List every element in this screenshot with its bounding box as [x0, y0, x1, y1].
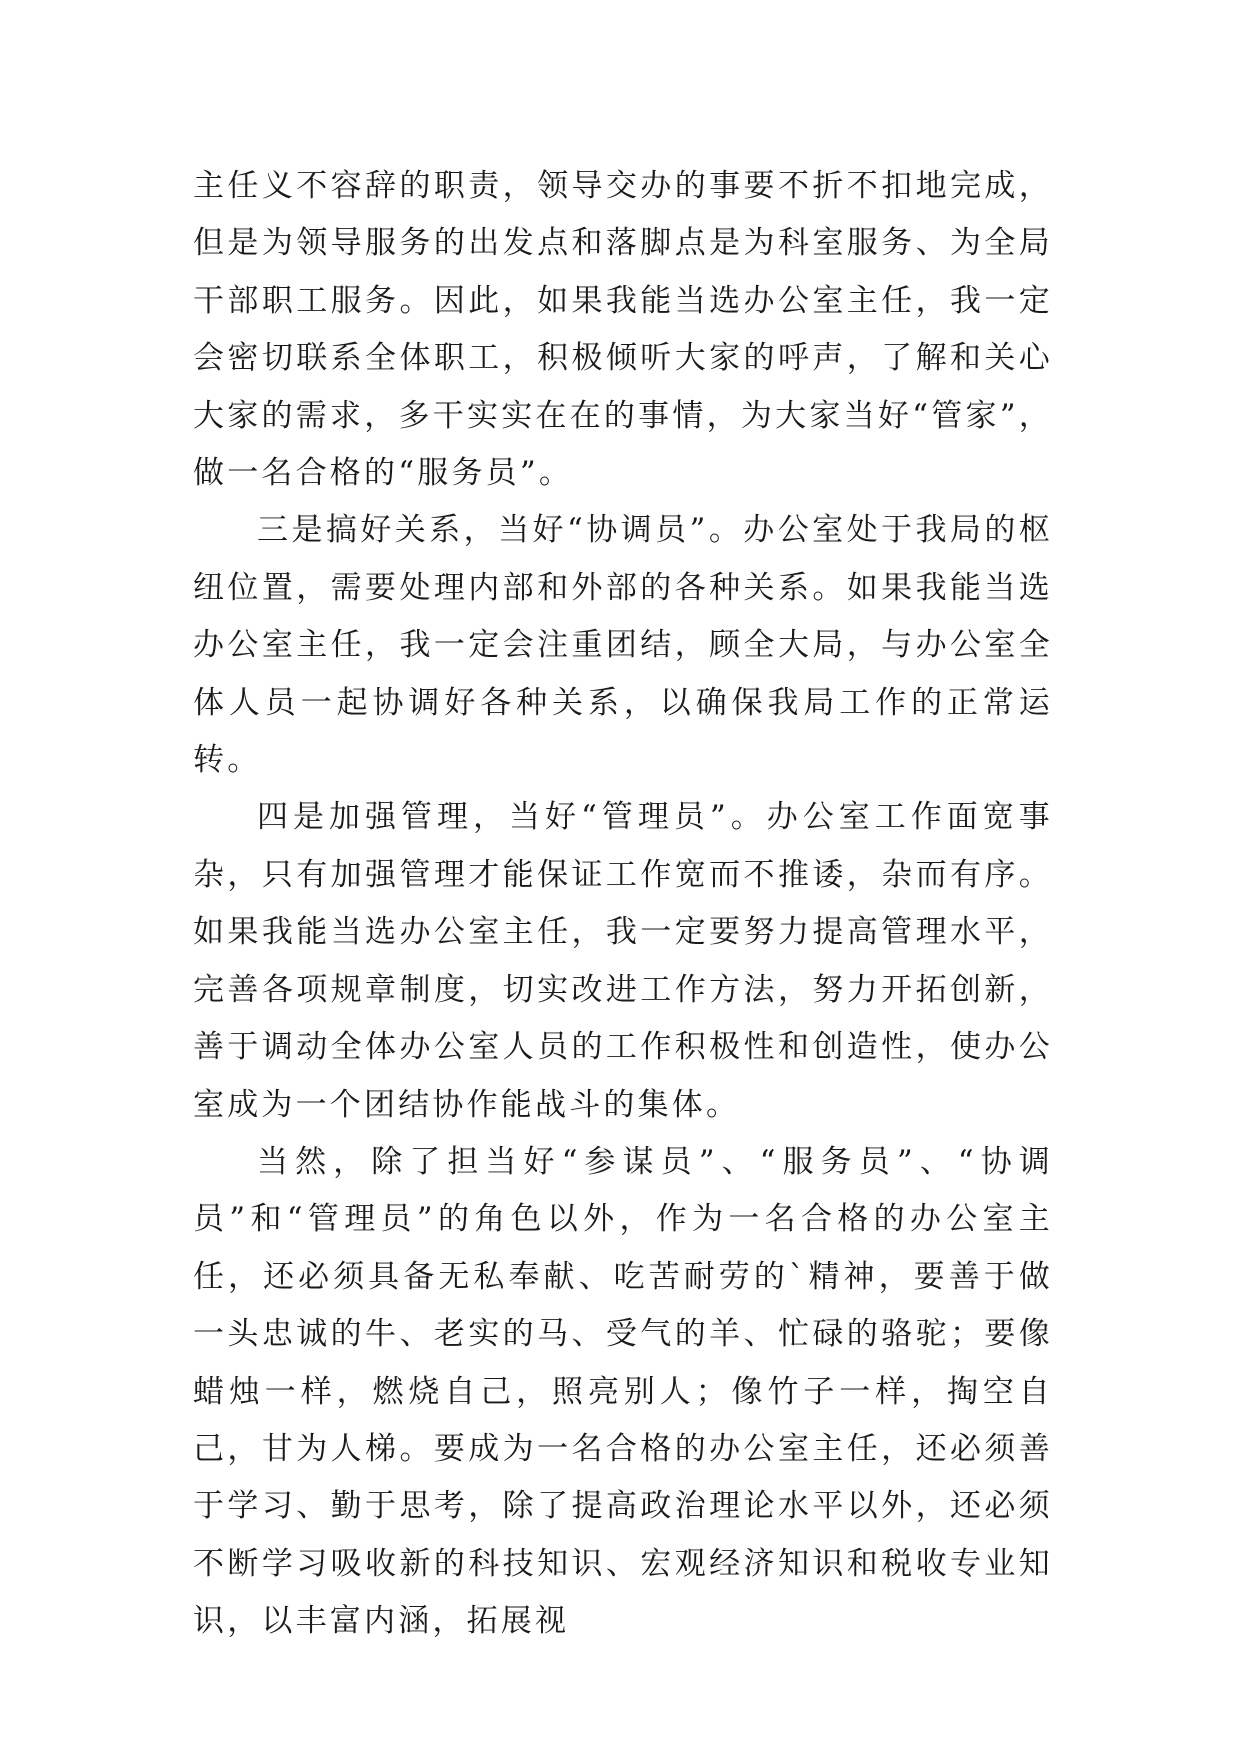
paragraph-conclusion: 当然，除了担当好“参谋员”、“服务员”、“协调员”和“管理员”的角色以外，作为一名合格的办公室主任，还必须具备无私奉献、吃苦耐劳的`精神，要善于做一头忠诚的牛、老实的马、受气的羊、忙碌的骆驼；要像蜡烛一样，燃烧自己，照亮别人；像竹子一样，掏空自己，甘为人梯。要成为一名合格的办公室主任，还必须善于学习、勤于思考，除了提高政治理论水平以外，还必须不断学习吸收新的科技知识、宏观经济知识和税收专业知识，以丰富内涵，拓展视 [193, 1143, 1053, 1640]
paragraph-continuation: 主任义不容辞的职责，领导交办的事要不折不扣地完成，但是为领导服务的出发点和落脚点是为科室服务、为全局干部职工服务。因此，如果我能当选办公室主任，我一定会密切联系全体职工，积极倾听大家的呼声，了解和关心大家的需求，多干实实在在的事情，为大家当好“管家”，做一名合格的“服务员”。 [193, 168, 1053, 492]
paragraph-coordinator: 三是搞好关系，当好“协调员”。办公室处于我局的枢纽位置，需要处理内部和外部的各种关系。如果我能当选办公室主任，我一定会注重团结，顾全大局，与办公室全体人员一起协调好各种关系，以确保我局工作的正常运转。 [193, 512, 1053, 779]
paragraph-manager: 四是加强管理，当好“管理员”。办公室工作面宽事杂，只有加强管理才能保证工作宽而不推诿，杂而有序。如果我能当选办公室主任，我一定要努力提高管理水平，完善各项规章制度，切实改进工作方法，努力开拓创新，善于调动全体办公室人员的工作积极性和创造性，使办公室成为一个团结协作能战斗的集体。 [193, 799, 1053, 1123]
body-text [193, 158, 1053, 1651]
